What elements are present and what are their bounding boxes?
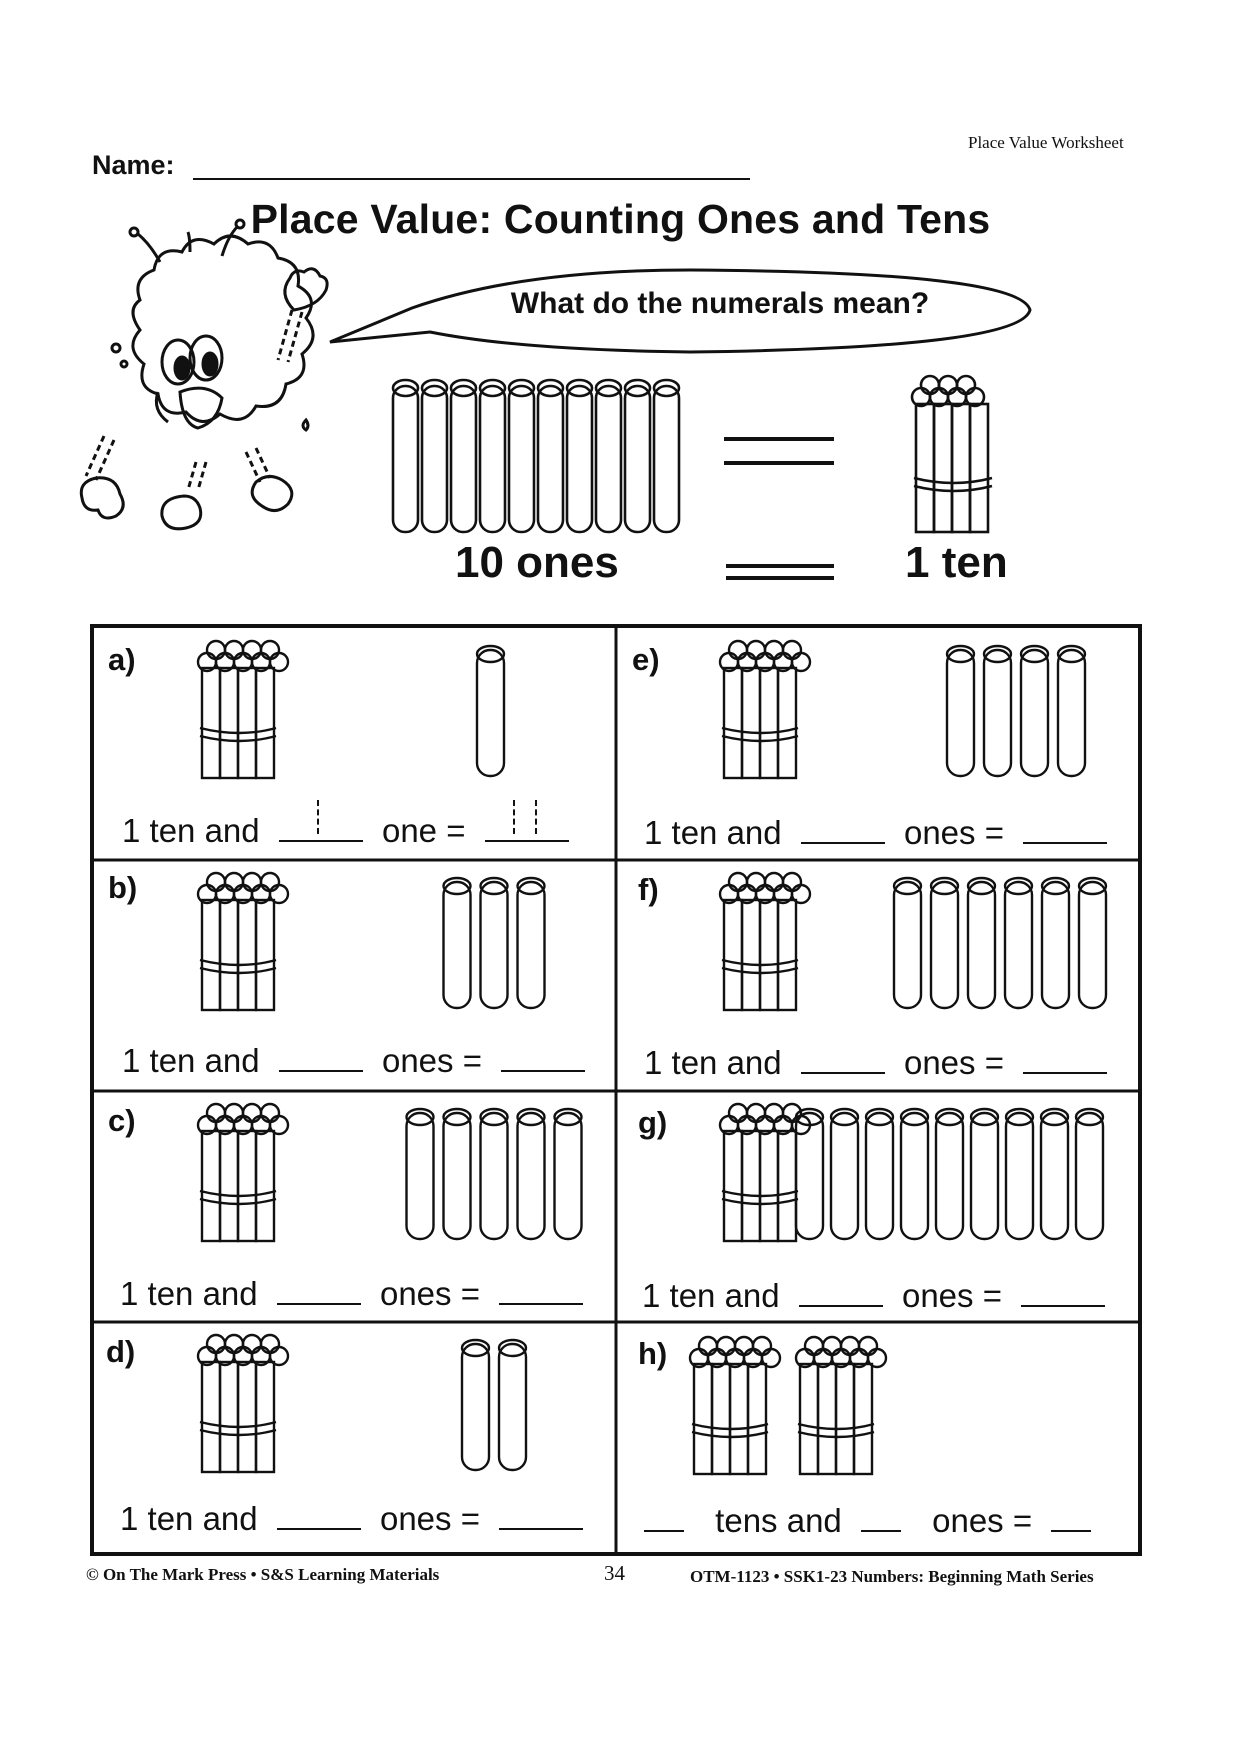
total-answer-blank[interactable] (1021, 1304, 1105, 1307)
ten-bundle (720, 641, 810, 778)
one-rod (936, 1109, 963, 1239)
problem-letter: g) (638, 1105, 668, 1140)
one-rod (1005, 878, 1032, 1008)
ten-bundle (912, 376, 992, 532)
sentence-mid: ones = (901, 1277, 1002, 1314)
problem-e (616, 628, 1138, 860)
one-rod (481, 878, 508, 1008)
footer-publisher: © On The Mark Press • S&S Learning Materials (86, 1565, 440, 1584)
one-rod (444, 1109, 471, 1239)
sentence-mid: ones = (903, 1044, 1004, 1081)
ten-bundle (198, 1104, 288, 1241)
sentence-lead: 1 ten and (122, 1042, 260, 1079)
total-answer-blank[interactable] (485, 839, 569, 842)
problem-sentence (120, 1275, 593, 1313)
footer-series: OTM-1123 • SSK1-23 Numbers: Beginning Math Series (690, 1567, 1094, 1586)
one-rod (555, 1109, 582, 1239)
sentence-lead: 1 ten and (644, 814, 782, 851)
one-rod (1042, 878, 1069, 1008)
sentence-lead: tens and (715, 1502, 842, 1539)
problem-c (94, 1091, 616, 1322)
sentence-mid: ones = (379, 1500, 480, 1537)
problem-letter: f) (638, 872, 659, 907)
ones-answer-blank[interactable] (861, 1529, 901, 1532)
page-title: Place Value: Counting Ones and Tens (250, 196, 991, 242)
ten-bundle (720, 873, 810, 1010)
ones-answer-blank[interactable] (799, 1304, 883, 1307)
speech-bubble-text: What do the numerals mean? (510, 287, 930, 320)
one-rod (831, 1109, 858, 1239)
ones-answer-blank[interactable] (277, 1302, 361, 1305)
one-rod (477, 646, 504, 776)
one-rod (971, 1109, 998, 1239)
problem-b (94, 860, 616, 1091)
total-answer-blank[interactable] (501, 1069, 585, 1072)
sentence-lead: 1 ten and (644, 1044, 782, 1081)
problem-letter: a) (108, 642, 136, 677)
ten-bundle (198, 873, 288, 1010)
problem-sentence (122, 812, 579, 850)
ten-caption: 1 ten (905, 538, 1008, 587)
one-rod (901, 1109, 928, 1239)
sentence-mid: ones = (379, 1275, 480, 1312)
ones-answer-blank[interactable] (279, 1069, 363, 1072)
page-number: 34 (604, 1561, 625, 1585)
sentence-lead: 1 ten and (120, 1275, 258, 1312)
sentence-mid: ones = (932, 1502, 1033, 1539)
total-answer-blank[interactable] (1023, 841, 1107, 844)
sentence-lead: 1 ten and (120, 1500, 258, 1537)
one-rod (894, 878, 921, 1008)
one-rod (518, 878, 545, 1008)
one-rod (1021, 646, 1048, 776)
problem-d (94, 1322, 616, 1552)
tens-answer-blank[interactable] (644, 1529, 684, 1532)
one-rod (1079, 878, 1106, 1008)
problem-letter: d) (106, 1334, 136, 1369)
problem-sentence (634, 1502, 1101, 1540)
one-rod (518, 1109, 545, 1239)
sentence-lead: 1 ten and (642, 1277, 780, 1314)
one-rod (1041, 1109, 1068, 1239)
problem-sentence (644, 1044, 1117, 1082)
one-rod (866, 1109, 893, 1239)
worksheet-tag: Place Value Worksheet (968, 133, 1124, 152)
one-rod (481, 1109, 508, 1239)
ten-bundle (198, 1335, 288, 1472)
name-label: Name: (92, 150, 175, 180)
one-rod (947, 646, 974, 776)
one-rod (462, 1340, 489, 1470)
sentence-mid: one = (381, 812, 466, 849)
mascot-illustration (81, 220, 327, 529)
problem-letter: h) (638, 1336, 668, 1371)
problem-letter: c) (108, 1103, 136, 1138)
ones-answer-blank[interactable] (279, 839, 363, 842)
ten-bundle (690, 1337, 780, 1474)
total-answer-blank[interactable] (499, 1302, 583, 1305)
ten-bundle (796, 1337, 886, 1474)
one-rod (444, 878, 471, 1008)
problem-letter: b) (108, 870, 138, 905)
total-answer-blank[interactable] (1023, 1071, 1107, 1074)
ones-caption: 10 ones (455, 538, 619, 587)
equals-sign (724, 439, 834, 578)
problem-g (616, 1091, 1138, 1322)
one-rod (984, 646, 1011, 776)
one-rod (968, 878, 995, 1008)
problem-letter: e) (632, 642, 660, 677)
problem-sentence (122, 1042, 595, 1080)
problem-h (616, 1322, 1138, 1552)
one-rod (1006, 1109, 1033, 1239)
ones-answer-blank[interactable] (277, 1527, 361, 1530)
problem-sentence (644, 814, 1117, 852)
problem-a (94, 628, 616, 860)
ones-answer-blank[interactable] (801, 841, 885, 844)
sentence-mid: ones = (381, 1042, 482, 1079)
one-rod (1058, 646, 1085, 776)
problem-f (616, 860, 1138, 1091)
total-answer-blank[interactable] (1051, 1529, 1091, 1532)
problem-sentence (642, 1277, 1115, 1315)
problem-grid (90, 624, 1142, 1556)
ones-answer-blank[interactable] (801, 1071, 885, 1074)
ten-ones-rods (393, 380, 679, 532)
sentence-mid: ones = (903, 814, 1004, 851)
one-rod (931, 878, 958, 1008)
one-rod (499, 1340, 526, 1470)
total-answer-blank[interactable] (499, 1527, 583, 1530)
one-rod (1076, 1109, 1103, 1239)
problem-sentence (120, 1500, 593, 1538)
sentence-lead: 1 ten and (122, 812, 260, 849)
one-rod (407, 1109, 434, 1239)
ten-bundle (198, 641, 288, 778)
